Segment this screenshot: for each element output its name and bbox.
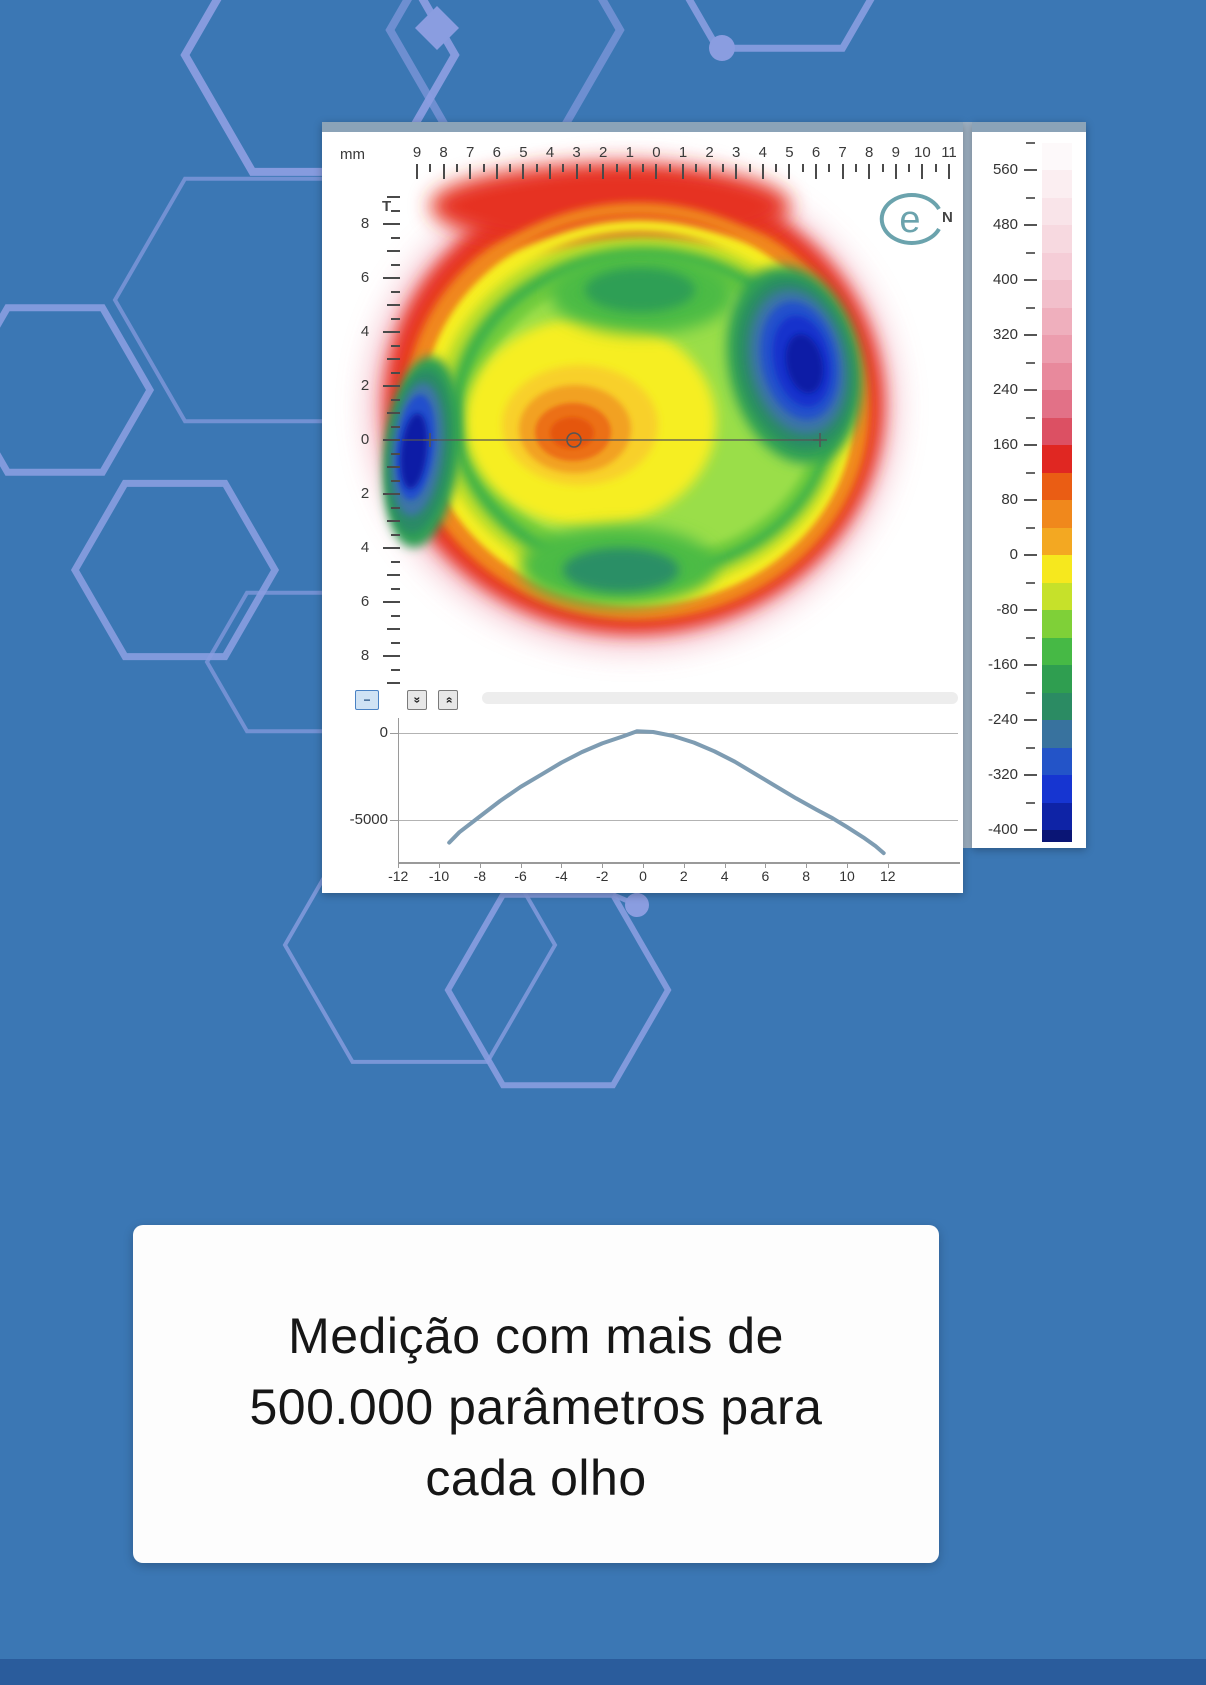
top-ruler-tick <box>429 164 431 172</box>
colorbar-minor-tick <box>1026 307 1035 309</box>
esp-logo-letter: e <box>899 199 921 241</box>
colorbar-band <box>1042 830 1072 842</box>
left-ruler-tick <box>391 588 400 590</box>
top-ruler-number: 7 <box>466 144 475 161</box>
left-ruler-tick <box>383 547 400 549</box>
left-ruler-tick <box>383 493 400 495</box>
top-ruler-tick <box>908 164 910 172</box>
chart-x-tick-label: 12 <box>880 868 896 884</box>
top-ruler-tick <box>695 164 697 172</box>
top-ruler-tick <box>722 164 724 172</box>
caption-text-line: cada olho <box>425 1449 647 1506</box>
top-ruler-tick <box>536 164 538 172</box>
chart-x-tick-label: 4 <box>720 868 729 884</box>
unit-label: mm <box>340 146 365 163</box>
left-ruler-tick <box>391 669 400 671</box>
left-ruler-tick <box>387 628 400 630</box>
left-ruler-tick <box>391 426 400 428</box>
left-ruler-tick <box>391 561 400 563</box>
top-ruler-tick <box>589 164 591 172</box>
left-ruler-tick <box>387 412 400 414</box>
colorbar-minor-tick <box>1026 582 1035 584</box>
top-ruler-tick <box>882 164 884 172</box>
colorbar-minor-tick <box>1026 417 1035 419</box>
elevation-profile-chart[interactable] <box>322 712 963 893</box>
hexagon-outline <box>655 0 905 48</box>
top-ruler-tick <box>655 164 657 179</box>
colorbar-band <box>1042 528 1072 556</box>
left-ruler-number: 4 <box>360 323 370 340</box>
colorbar-band <box>1042 500 1072 528</box>
left-ruler-number: 0 <box>360 431 370 448</box>
circle-node <box>625 893 649 917</box>
top-ruler-tick <box>576 164 578 179</box>
colorbar-tick-label: -320 <box>987 766 1018 783</box>
left-ruler-tick <box>391 507 400 509</box>
top-ruler-tick <box>868 164 870 179</box>
colorbar-band <box>1042 583 1072 611</box>
colorbar-tick-label: 320 <box>992 326 1018 343</box>
top-ruler-tick <box>842 164 844 179</box>
top-ruler-tick <box>549 164 551 179</box>
top-ruler-number: 9 <box>891 144 900 161</box>
scroll-down-button[interactable]: » <box>407 690 427 710</box>
top-ruler-number: 2 <box>705 144 714 161</box>
splitter-handle[interactable] <box>482 692 958 704</box>
profile-curve <box>322 712 963 893</box>
colorbar-minor-tick <box>1026 362 1035 364</box>
left-ruler-tick <box>391 615 400 617</box>
top-ruler-tick <box>828 164 830 172</box>
colorbar-tick-label: 0 <box>1009 546 1018 563</box>
hexagon-outline <box>0 308 150 473</box>
top-ruler-number: 4 <box>545 144 555 161</box>
left-ruler-tick <box>387 466 400 468</box>
top-ruler-tick <box>788 164 790 179</box>
colorbar-minor-tick <box>1026 142 1035 144</box>
footer-strip <box>0 1659 1206 1685</box>
colorbar-major-tick <box>1024 389 1037 391</box>
left-ruler-tick <box>383 331 400 333</box>
colorbar-minor-tick <box>1026 747 1035 749</box>
chart-x-tick-label: 6 <box>761 868 770 884</box>
left-ruler-tick <box>387 250 400 252</box>
left-ruler-number: 6 <box>360 593 370 610</box>
left-ruler-number: 4 <box>360 539 370 556</box>
hexagon-outline <box>448 895 668 1086</box>
top-ruler-tick <box>802 164 804 172</box>
caption-card <box>133 1225 939 1563</box>
splitter-toolbar <box>322 688 963 712</box>
nasal-side-label: N <box>942 209 953 226</box>
esp-logo <box>882 195 939 243</box>
scroll-top-button[interactable]: » <box>438 690 458 710</box>
top-ruler-number: 0 <box>652 144 661 161</box>
colorbar-band <box>1042 225 1072 253</box>
colorbar-band <box>1042 555 1072 583</box>
colorbar-major-tick <box>1024 554 1037 556</box>
panel-title-bar[interactable] <box>322 122 963 132</box>
colorbar-band <box>1042 445 1072 473</box>
colorbar-band <box>1042 253 1072 281</box>
top-ruler-number: 1 <box>625 144 634 161</box>
colorbar-band <box>1042 473 1072 501</box>
colorbar-tick-label: -240 <box>987 711 1018 728</box>
top-ruler-tick <box>456 164 458 172</box>
chart-x-tick-label: 0 <box>639 868 647 884</box>
chart-x-tick-label: 2 <box>679 868 688 884</box>
top-ruler-tick <box>749 164 751 172</box>
colorbar-tick-label: 240 <box>992 381 1018 398</box>
left-ruler-tick <box>391 399 400 401</box>
colorbar-minor-tick <box>1026 527 1035 529</box>
left-ruler-tick <box>383 223 400 225</box>
caption-text-line: Medição com mais de <box>288 1307 784 1364</box>
colorbar-tick-label: 560 <box>992 161 1018 178</box>
left-ruler-tick <box>387 196 400 198</box>
chart-x-tick-label: -2 <box>595 868 609 884</box>
colorbar-band <box>1042 720 1072 748</box>
top-ruler-number: 3 <box>732 144 741 161</box>
corneal-topography-map[interactable] <box>322 132 963 687</box>
left-ruler-number: 8 <box>360 215 370 232</box>
colorbar-minor-tick <box>1026 197 1035 199</box>
left-ruler-tick <box>391 237 400 239</box>
top-ruler-number: 8 <box>865 144 874 161</box>
top-ruler-tick <box>616 164 618 172</box>
colorbar-tick-label: -80 <box>996 601 1018 618</box>
colorbar-tick-label: -400 <box>987 821 1018 838</box>
top-ruler-number: 10 <box>914 144 931 161</box>
colorbar-tick-label: -160 <box>987 656 1018 673</box>
colorbar-band <box>1042 610 1072 638</box>
left-ruler-tick <box>387 304 400 306</box>
colorbar-band <box>1042 803 1072 831</box>
colorbar-minor-tick <box>1026 692 1035 694</box>
colorbar-band <box>1042 638 1072 666</box>
colorbar-minor-tick <box>1026 472 1035 474</box>
left-ruler-tick <box>391 291 400 293</box>
top-ruler-tick <box>709 164 711 179</box>
top-ruler-tick <box>562 164 564 172</box>
topography-panel <box>322 122 963 893</box>
left-ruler-tick <box>383 439 400 441</box>
panel-title-bar[interactable] <box>972 122 1086 132</box>
colorbar-band <box>1042 665 1072 693</box>
colorbar-major-tick <box>1024 609 1037 611</box>
top-ruler-number: 1 <box>678 144 688 161</box>
left-ruler-tick <box>391 210 400 212</box>
top-ruler-number: 3 <box>572 144 581 161</box>
left-ruler-tick <box>391 642 400 644</box>
chart-x-tick-label: 8 <box>802 868 811 884</box>
top-ruler-tick <box>629 164 631 179</box>
chart-x-tick-label: -4 <box>555 868 568 884</box>
top-ruler-tick <box>815 164 817 179</box>
colorbar-band <box>1042 390 1072 418</box>
colorbar-tick-label: 160 <box>992 436 1018 453</box>
top-ruler-tick <box>483 164 485 172</box>
chart-x-tick-label: -10 <box>428 868 450 884</box>
top-ruler-number: 6 <box>811 144 821 161</box>
left-ruler-tick <box>383 601 400 603</box>
circle-node <box>709 35 735 61</box>
top-ruler-tick <box>935 164 937 172</box>
temporal-side-label: T <box>382 198 392 215</box>
left-ruler-tick <box>391 345 400 347</box>
colorbar-major-tick <box>1024 774 1037 776</box>
chart-x-tick-label: -8 <box>473 868 487 884</box>
colorbar-major-tick <box>1024 829 1037 831</box>
color-scale-panel <box>972 122 1086 848</box>
collapse-panel-button[interactable]: − <box>355 690 379 710</box>
chart-x-tick-label: -6 <box>514 868 527 884</box>
top-ruler-tick <box>602 164 604 179</box>
left-ruler-tick <box>387 358 400 360</box>
top-ruler-tick <box>948 164 950 179</box>
colorbar-band <box>1042 335 1072 363</box>
left-ruler-number: 8 <box>360 647 370 664</box>
colorbar-band <box>1042 363 1072 391</box>
left-ruler-tick <box>383 277 400 279</box>
top-ruler-number: 4 <box>758 144 767 161</box>
colorbar-band <box>1042 198 1072 226</box>
colorbar-minor-tick <box>1026 637 1035 639</box>
left-ruler-tick <box>391 453 400 455</box>
left-ruler-tick <box>391 372 400 374</box>
hexagon-outline <box>75 483 275 656</box>
panel-divider <box>963 122 972 848</box>
left-ruler-tick <box>391 534 400 536</box>
top-ruler-tick <box>496 164 498 179</box>
colorbar-band <box>1042 280 1072 308</box>
top-ruler-number: 11 <box>941 144 957 161</box>
top-ruler-number: 2 <box>599 144 608 161</box>
colorbar-band <box>1042 775 1072 803</box>
top-ruler-number: 7 <box>838 144 847 161</box>
top-ruler-tick <box>509 164 511 172</box>
left-ruler-number: 2 <box>360 377 370 394</box>
top-ruler-number: 9 <box>412 144 422 161</box>
top-ruler-tick <box>921 164 923 179</box>
colorbar-band <box>1042 143 1072 171</box>
top-ruler-tick <box>469 164 471 179</box>
colorbar-band <box>1042 693 1072 721</box>
caption-text-line: 500.000 parâmetros para <box>249 1378 823 1435</box>
left-ruler-tick <box>383 655 400 657</box>
colorbar-major-tick <box>1024 279 1037 281</box>
left-ruler-tick <box>387 574 400 576</box>
top-ruler-tick <box>443 164 445 179</box>
left-ruler-tick <box>391 480 400 482</box>
top-ruler-tick <box>855 164 857 172</box>
top-ruler-tick <box>416 164 418 179</box>
colorbar-tick-label: 480 <box>992 216 1018 233</box>
top-ruler-number: 5 <box>785 144 794 161</box>
left-ruler-tick <box>391 318 400 320</box>
top-ruler-tick <box>682 164 684 179</box>
colorbar-major-tick <box>1024 664 1037 666</box>
elevation-blob <box>370 164 894 647</box>
chart-x-tick-label: 10 <box>839 868 855 884</box>
chart-y-tick-label: -5000 <box>349 811 388 828</box>
colorbar-minor-tick <box>1026 252 1035 254</box>
left-ruler-number: 6 <box>360 269 370 286</box>
top-ruler-tick <box>669 164 671 172</box>
top-ruler-tick <box>522 164 524 179</box>
top-ruler-tick <box>895 164 897 179</box>
colorbar-band <box>1042 748 1072 776</box>
colorbar-band <box>1042 308 1072 336</box>
left-ruler-number: 2 <box>360 485 370 502</box>
colorbar-major-tick <box>1024 334 1037 336</box>
left-ruler-tick <box>387 520 400 522</box>
top-ruler-tick <box>775 164 777 172</box>
colorbar-major-tick <box>1024 719 1037 721</box>
left-ruler-tick <box>391 264 400 266</box>
left-ruler-tick <box>383 385 400 387</box>
colorbar-tick-label: 400 <box>992 271 1018 288</box>
top-ruler-number: 6 <box>492 144 501 161</box>
left-ruler-tick <box>387 682 400 684</box>
top-ruler-tick <box>642 164 644 172</box>
colorbar-band <box>1042 170 1072 198</box>
top-ruler-number: 5 <box>519 144 528 161</box>
colorbar-band <box>1042 418 1072 446</box>
colorbar-major-tick <box>1024 444 1037 446</box>
colorbar-tick-label: 80 <box>1001 491 1018 508</box>
colorbar-major-tick <box>1024 169 1037 171</box>
chart-x-tick-label: -12 <box>388 868 409 884</box>
colorbar-minor-tick <box>1026 802 1035 804</box>
top-ruler-tick <box>762 164 764 179</box>
chart-y-tick-label: 0 <box>379 724 388 741</box>
colorbar-major-tick <box>1024 499 1037 501</box>
top-ruler-tick <box>735 164 737 179</box>
top-ruler-number: 8 <box>439 144 448 161</box>
colorbar-major-tick <box>1024 224 1037 226</box>
